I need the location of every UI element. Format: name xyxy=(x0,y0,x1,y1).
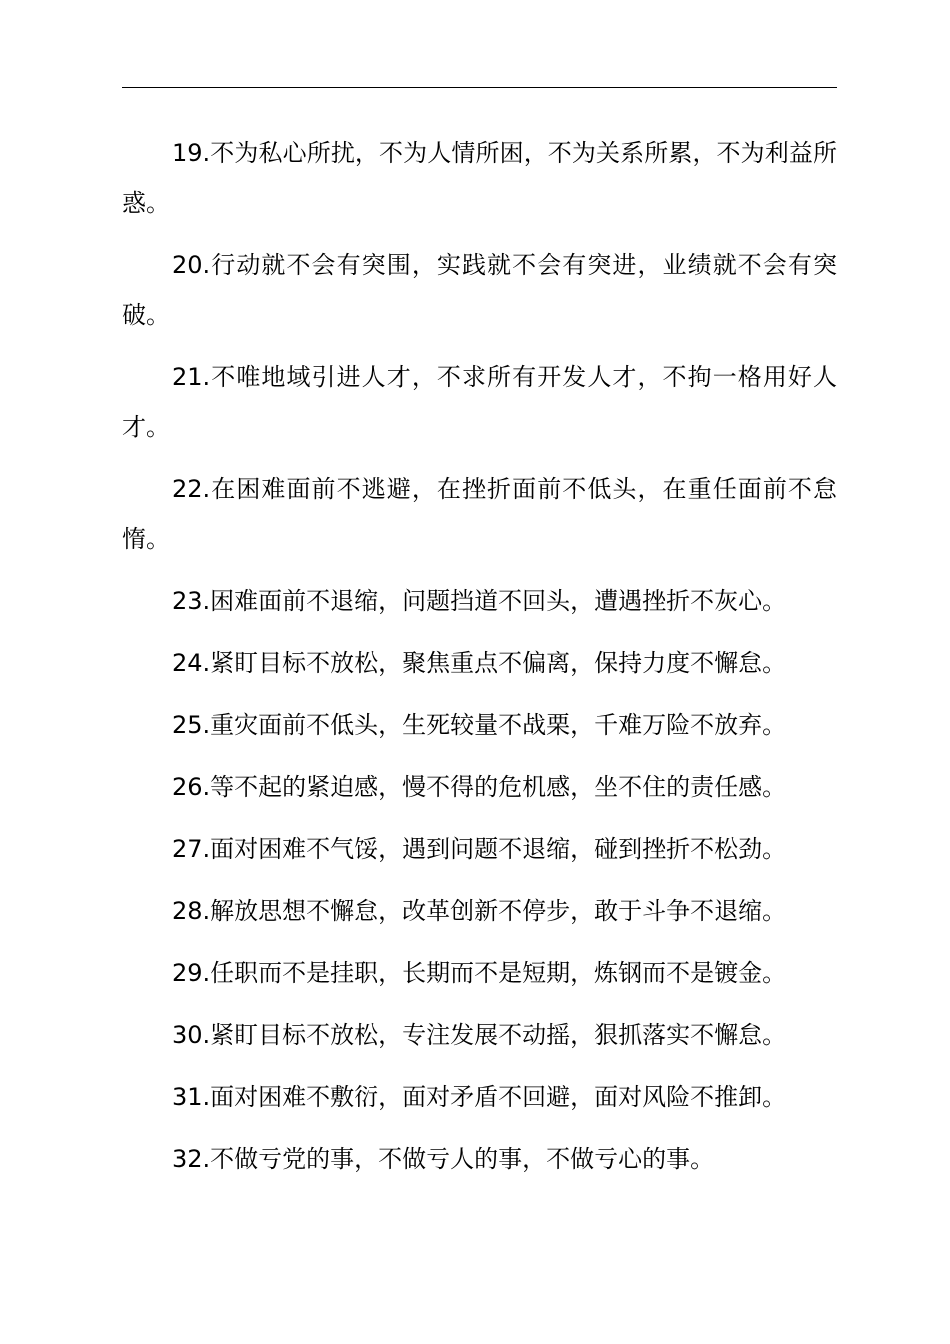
list-item: 19.不为私心所扰，不为人情所困，不为关系所累，不为利益所惑。 xyxy=(122,139,837,217)
list-item: 27.面对困难不气馁，遇到问题不退缩，碰到挫折不松劲。 xyxy=(172,835,787,863)
header-rule xyxy=(122,87,837,88)
list-item: 23.困难面前不退缩，问题挡道不回头，遭遇挫折不灰心。 xyxy=(172,587,787,615)
document-body xyxy=(122,128,837,1196)
list-item: 24.紧盯目标不放松，聚焦重点不偏离，保持力度不懈怠。 xyxy=(172,649,787,677)
list-item: 30.紧盯目标不放松，专注发展不动摇，狠抓落实不懈怠。 xyxy=(172,1021,787,1049)
list-item: 26.等不起的紧迫感，慢不得的危机感，坐不住的责任感。 xyxy=(172,773,787,801)
list-item: 31.面对困难不敷衍，面对矛盾不回避，面对风险不推卸。 xyxy=(172,1083,787,1111)
list-item: 21.不唯地域引进人才，不求所有开发人才，不拘一格用好人才。 xyxy=(122,363,837,441)
list-item: 22.在困难面前不逃避，在挫折面前不低头，在重任面前不怠惰。 xyxy=(122,475,837,553)
list-item: 25.重灾面前不低头，生死较量不战栗，千难万险不放弃。 xyxy=(172,711,787,739)
list-item: 28.解放思想不懈怠，改革创新不停步，敢于斗争不退缩。 xyxy=(172,897,787,925)
list-item: 32.不做亏党的事，不做亏人的事，不做亏心的事。 xyxy=(172,1145,715,1173)
list-item: 29.任职而不是挂职，长期而不是短期，炼钢而不是镀金。 xyxy=(172,959,787,987)
list-item: 20.行动就不会有突围，实践就不会有突进，业绩就不会有突破。 xyxy=(122,251,837,329)
